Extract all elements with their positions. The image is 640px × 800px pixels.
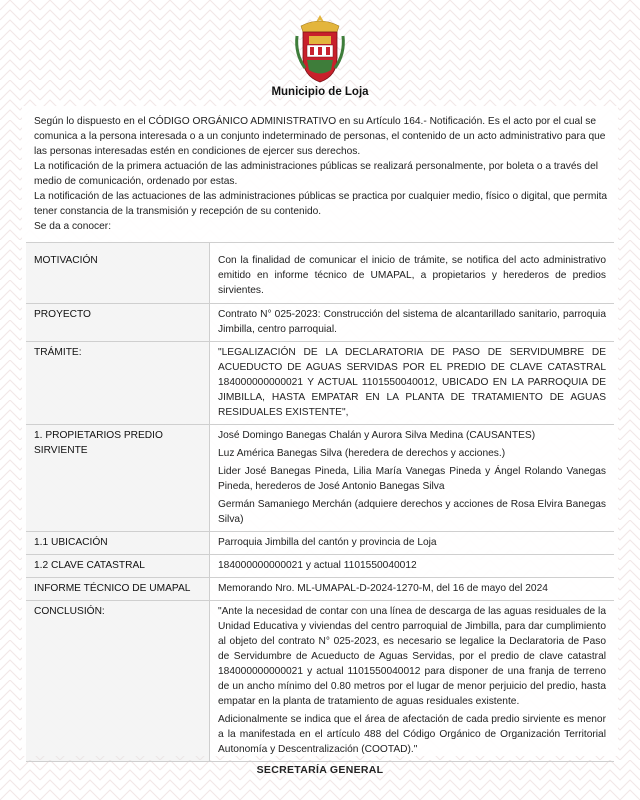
ubicacion-value: Parroquia Jimbilla del cantón y provincia de Loja (210, 532, 615, 555)
informe-label: INFORME TÉCNICO DE UMAPAL (26, 578, 210, 601)
tramite-label: TRÁMITE: (26, 342, 210, 425)
table-row (26, 555, 614, 578)
table-row (26, 601, 614, 762)
intro-paragraph-3: La notificación de las actuaciones de las administraciones públicas se practica por cualquier medio, físico o digital, que permita tener constancia de la transmisión y recepción de su contenido. (34, 191, 608, 217)
clave-value: 184000000000021 y actual 1101550040012 (210, 555, 615, 578)
ubicacion-label: 1.1 UBICACIÓN (26, 532, 210, 555)
motivacion-value: Con la finalidad de comunicar el inicio de trámite, se notifica del acto administrativo emitido en informe técnico de UMAPAL, a propietarios y herederos de predios sirvientes. (210, 243, 615, 304)
owner-item: Luz América Banegas Silva (herederа de derechos y acciones.) (218, 448, 506, 459)
conclusion-paragraph-1: "Ante la necesidad de contar con una línea de descarga de las aguas residuales de la Unidad Educativa y viviendas del centro parroquial de Jimbilla, para dar cumplimiento al objeto del contrato N° 025-2023, es necesario se legalice la Declaratoria de Paso de Servidumbre de Acueducto de Aguas Servidas, por el predio de clave catastral 184000000000021 y actual 1101550040012 para disponer de una franja de terreno de un ancho mínimo del 0.80 metros por el lugar de menor perjuicio del predio, hasta empatar en la planta de tratamiento de aguas residuales existente. (218, 606, 606, 707)
owner-item: Lider José Banegas Pineda, Lilia María Vanegas Pineda y Ángel Rolando Vanegas Pineda, herederos de José Antonio Banegas Silva (218, 466, 606, 492)
proyecto-value: Contrato N° 025-2023: Construcción del sistema de alcantarillado sanitario, parroquia Jimbilla, centro parroquial. (210, 304, 615, 342)
notification-table (26, 242, 614, 762)
conclusion-label: CONCLUSIÓN: (26, 601, 210, 762)
proyecto-label: PROYECTO (26, 304, 210, 342)
table-row (26, 243, 614, 304)
intro-paragraph-1: Según lo dispuesto en el CÓDIGO ORGÁNICO ADMINISTRATIVO en su Artículo 164.- Notificación. Es el acto por el cual se comunica a la persona interesada o a un conjunto indeterminado de personas, el contenido de un acto administrativo para que las personas interesadas estén en condiciones de ejercer sus derechos. (34, 116, 606, 157)
footer-signature: SECRETARÍA GENERAL (256, 764, 384, 776)
intro-paragraph-2: La notificación de la primera actuación de las administraciones públicas se realizará personalmente, por boleta o a través del medio de comunicación, ordenado por estas. (34, 161, 599, 187)
propietarios-value (210, 425, 615, 532)
table-row (26, 578, 614, 601)
table-row (26, 532, 614, 555)
propietarios-label-line2: PREDIO SIRVIENTE (34, 430, 163, 456)
owner-item: José Domingo Banegas Chalán y Aurora Silva Medina (CAUSANTES) (218, 430, 536, 441)
tramite-value: "LEGALIZACIÓN DE LA DECLARATORIA DE PASO DE SERVIDUMBRE DE ACUEDUCTO DE AGUAS SERVIDAS POR EL PREDIO DE CLAVE CATASTRAL 184000000000021 Y ACTUAL 1101550040012, UBICADO EN LA PARROQUIA DE JIMBILLA, HASTA EMPATAR EN LA PLANTA DE TRATAMIENTO DE AGUAS RESIDUALES EXISTENTE", (210, 342, 615, 425)
propietarios-label-line1: 1. PROPIETARIOS (34, 430, 121, 441)
intro-paragraph-4: Se da a conocer: (34, 221, 112, 232)
propietarios-label (26, 425, 210, 532)
municipality-crest-icon (293, 14, 347, 84)
table-row (26, 304, 614, 342)
intro-text (34, 114, 608, 234)
conclusion-paragraph-2: Adicionalmente se indica que el área de afectación de cada predio sirviente es menor a la manifestada en el artículo 488 del Código Orgánico de Organización Territorial Autonomía y Descentralización (COOTAD)." (218, 714, 606, 755)
owner-item: Germán Samaniego Merchán (adquiere derechos y acciones de Rosa Elvira Banegas Silva) (218, 499, 606, 525)
conclusion-value (210, 601, 615, 762)
table-row (26, 425, 614, 532)
table-row (26, 342, 614, 425)
motivacion-label: MOTIVACIÓN (26, 243, 210, 304)
informe-value: Memorando Nro. ML-UMAPAL-D-2024-1270-M, del 16 de mayo del 2024 (210, 578, 615, 601)
clave-label: 1.2 CLAVE CATASTRAL (26, 555, 210, 578)
municipality-name: Municipio de Loja (271, 86, 369, 98)
